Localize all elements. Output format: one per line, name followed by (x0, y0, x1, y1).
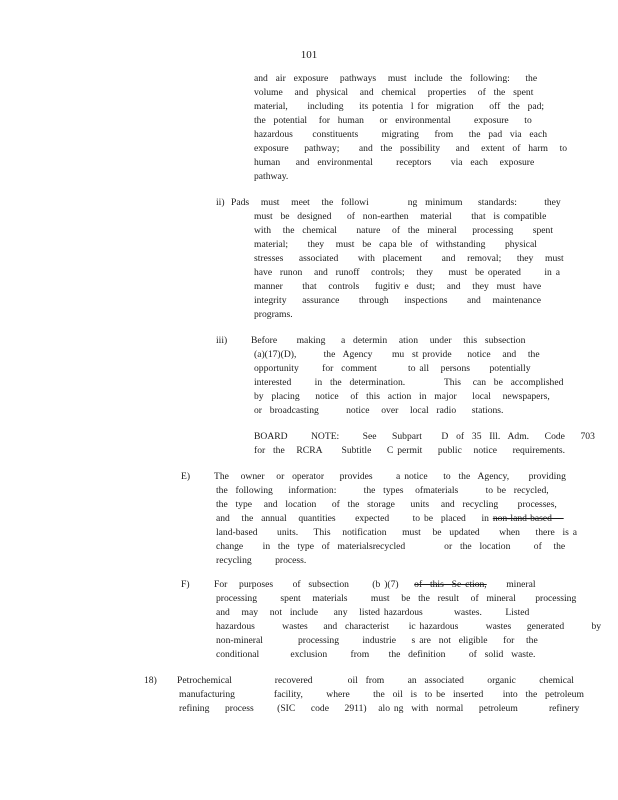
text-line: manufacturing facility, where the oil is to be inserted into the petroleum (179, 689, 584, 700)
text-line: manner that controls fugitiv e dust; and they must have (254, 281, 542, 292)
text-line: refining process (SIC code 2911) alo ng with normal petroleum refinery (179, 703, 580, 714)
item-label: F) (181, 579, 190, 590)
text-line: material, including its potentia l for migration off the pad; (254, 101, 545, 112)
text-line: non-mineral processing industrie s are not eligible for the (216, 635, 538, 646)
item-label: 18) (144, 675, 157, 686)
text-line: Before making a determin ation under this subsection (251, 335, 526, 346)
text-line: change in the type of materialsrecycled or the location of the (216, 541, 566, 552)
text-line: stresses associated with placement and removal; they must (254, 253, 564, 264)
text-line: (a)(17)(D), the Agency mu st provide notice and the (254, 349, 540, 360)
page-number: 101 (300, 49, 318, 61)
text-line (214, 578, 536, 592)
text-line: programs. (254, 309, 293, 320)
text-line: hazardous wastes and characterist ic hazardous wastes generated by (216, 621, 602, 632)
text-line: The owner or operator provides a notice to the Agency, providing (214, 471, 566, 482)
text-line: interested in the determination. This can be accomplished (254, 377, 564, 388)
text-line: hazardous constituents migrating from the pad via each (254, 129, 547, 140)
text-line: Pads must meet the followi ng minimum standards: they (231, 197, 561, 208)
board-note-line: for the RCRA Subtitle C permit public notice requirements. (254, 445, 566, 456)
item-label: E) (181, 471, 191, 482)
text-line: by placing notice of this action in major local newspapers, (254, 391, 550, 402)
text-line: pathway. (254, 171, 289, 182)
text-line: opportunity for comment to all persons potentially (254, 363, 531, 374)
text-span: and the annual quantities expected to be placed in (216, 513, 493, 524)
text-line: conditional exclusion from the definition of solid waste. (216, 649, 536, 660)
text-line: with the chemical nature of the mineral processing spent (254, 225, 554, 236)
text-line: volume and physical and chemical properties of the spent (254, 87, 534, 98)
text-line: recycling process. (216, 555, 307, 566)
text-line: the following information: the types ofmaterials to be recycled, (216, 485, 549, 496)
text-span: mineral (486, 579, 536, 590)
text-line: the type and location of the storage units and recycling processes, (216, 499, 557, 510)
item-label: iii) (216, 335, 228, 346)
text-line: human and environmental receptors via each exposure (254, 157, 535, 168)
deleted-text: of this Se ction, (414, 579, 487, 590)
text-line: land-based units. This notification must be updated when there is a (216, 527, 578, 538)
deleted-text: non-land-based (492, 513, 564, 524)
text-line: processing spent materials must be the result of mineral processing (216, 593, 577, 604)
text-line: or broadcasting notice over local radio stations. (254, 405, 504, 416)
text-line: material; they must be capa ble of withstanding physical (254, 239, 537, 250)
text-line: must be designed of non-earthen material that is compatible (254, 211, 547, 222)
text-line: and air exposure pathways must include the following: the (254, 73, 538, 84)
item-label: ii) (216, 197, 225, 208)
text-line (216, 512, 564, 526)
board-note-line: BOARD NOTE: See Subpart D of 35 Ill. Adm. Code 703 (254, 431, 595, 442)
text-span: For purposes of subsection (b )(7) (214, 579, 415, 590)
text-line: have runon and runoff controls; they must be operated in a (254, 267, 560, 278)
text-line: and may not include any listed hazardous wastes. Listed (216, 607, 530, 618)
text-line: exposure pathway; and the possibility and extent of harm to (254, 143, 568, 154)
text-line: integrity assurance through inspections and maintenance (254, 295, 541, 306)
text-line: Petrochemical recovered oil from an associated organic chemical (177, 675, 574, 686)
text-line: the potential for human or environmental exposure to (254, 115, 532, 126)
